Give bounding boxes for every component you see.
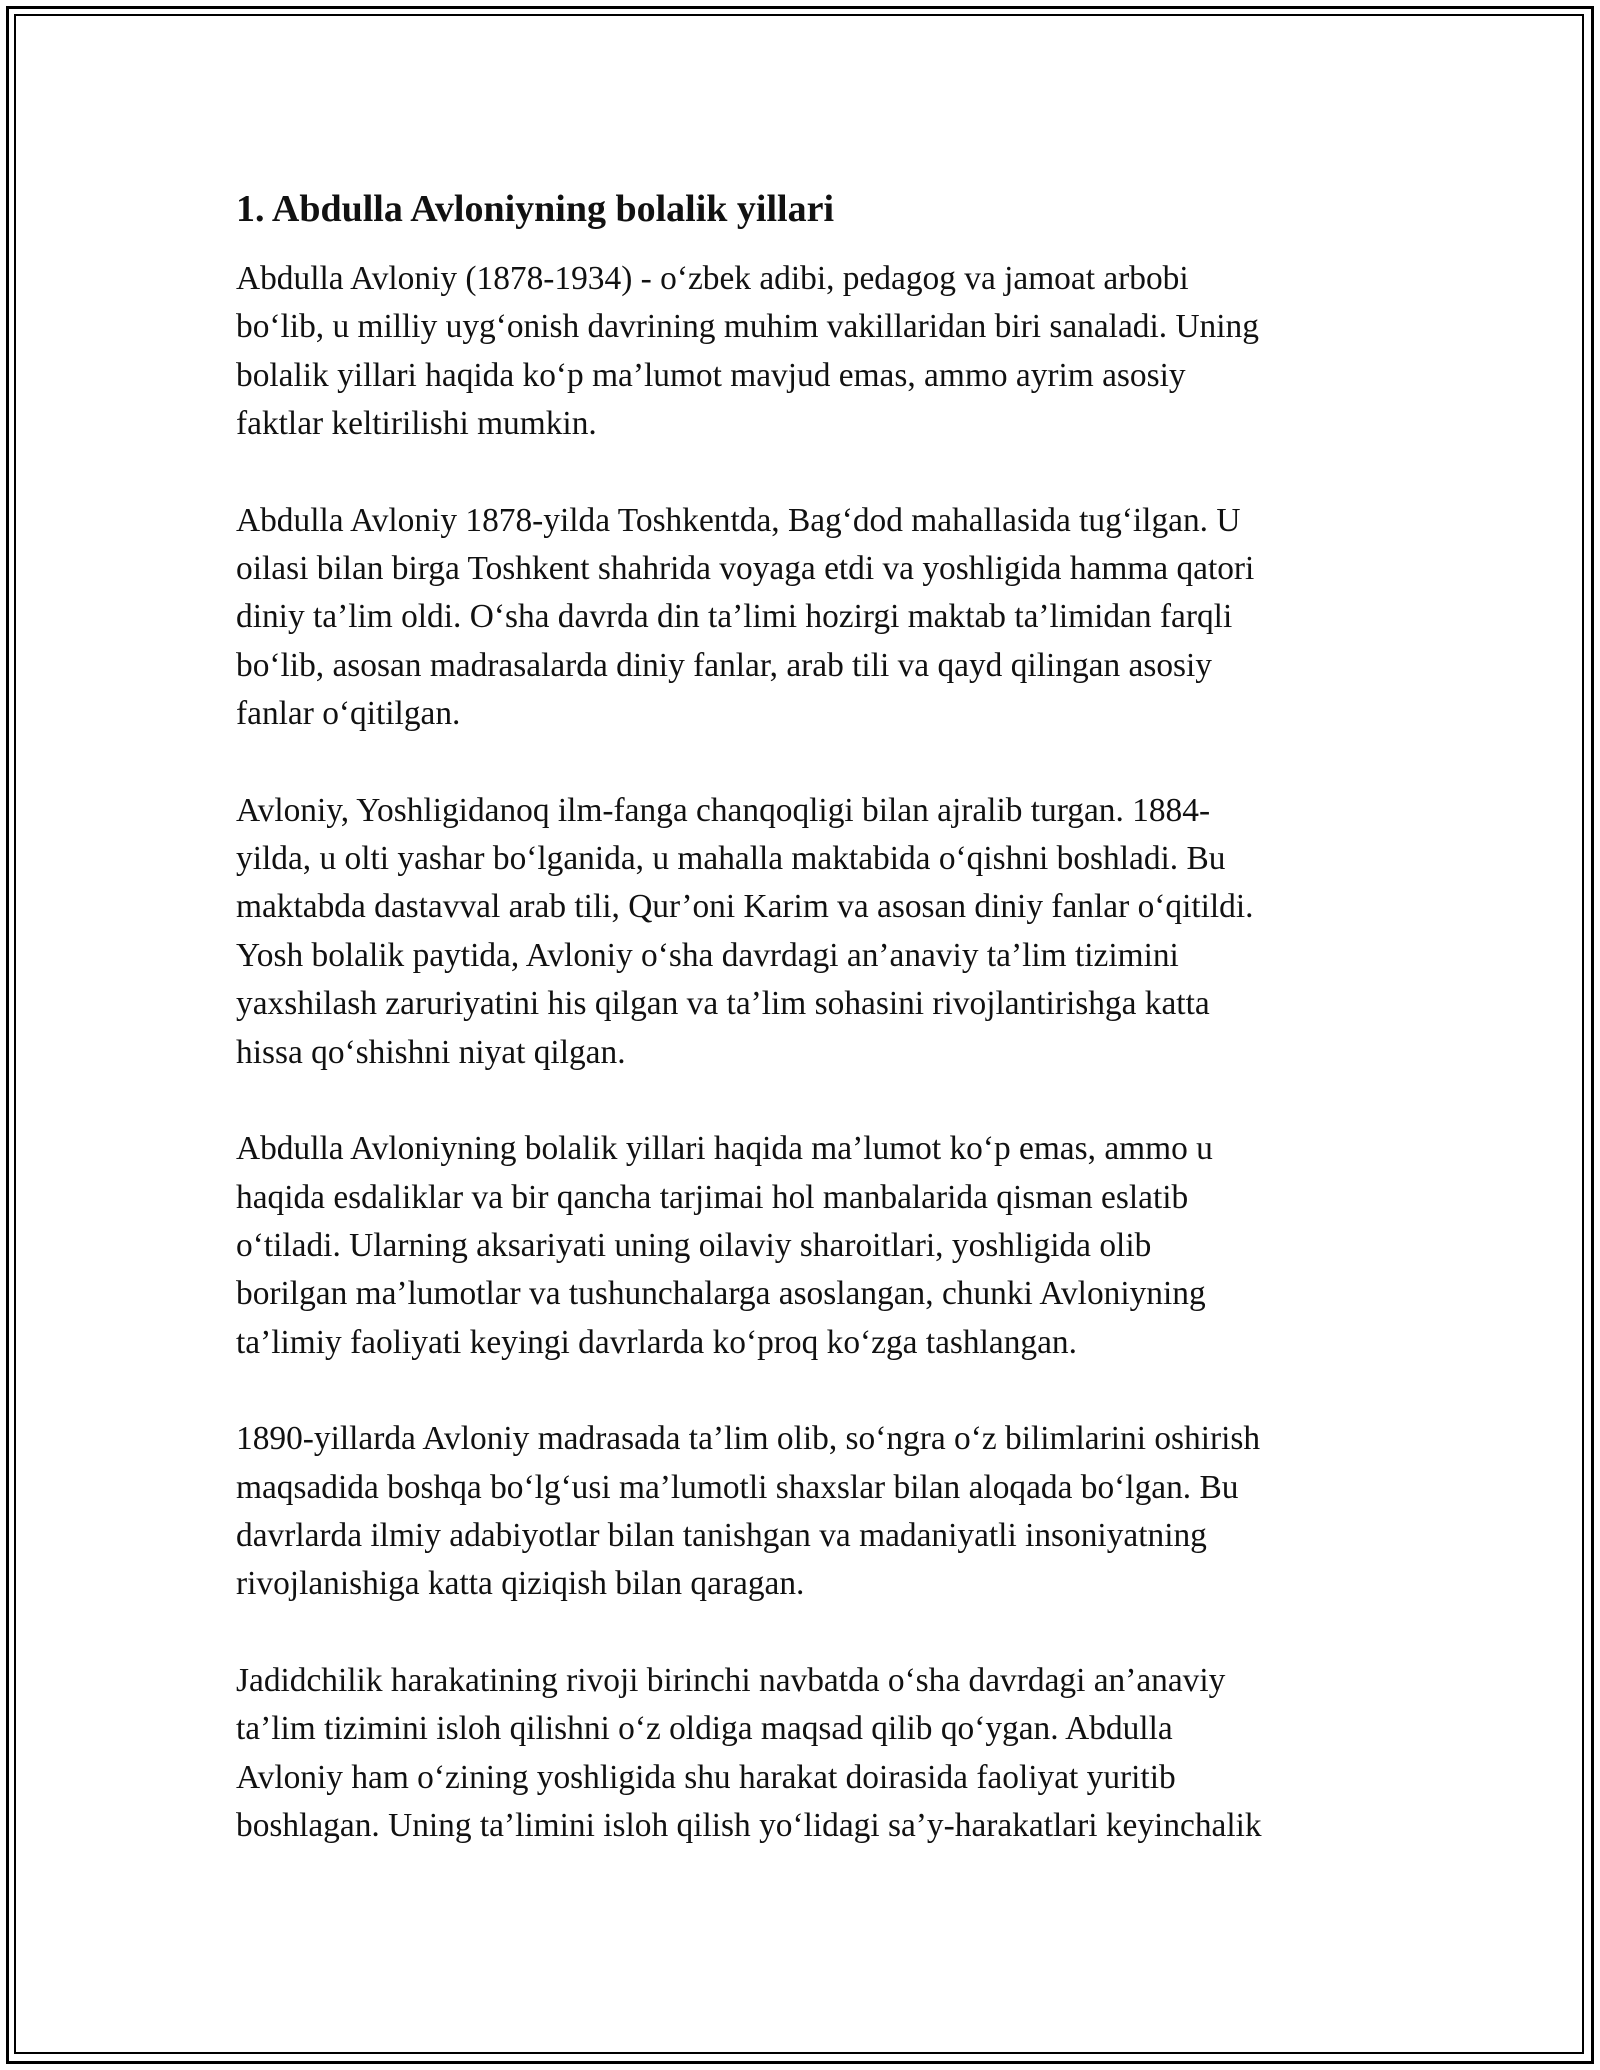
section-heading: 1. Abdulla Avloniyning bolalik yillari (236, 188, 834, 230)
paragraph-3: Avloniy, Yoshligidanoq ilm-fanga chanqoqligi bilan ajralib turgan. 1884- yilda, u olti yashar bo‘lganida, u mahalla maktabida o‘qishni boshladi. Bu maktabda dastavval arab tili, Qur’oni Karim va asosan diniy fanlar o‘qitildi. Yosh bolalik paytida, Avloniy o‘sha davrdagi an’anaviy ta’lim tizimini yaxshilash zaruriyatini his qilgan va ta’lim sohasini rivojlantirishga katta hissa qo‘shishni niyat qilgan. (236, 791, 1254, 1071)
paragraph-6: Jadidchilik harakatining rivoji birinchi navbatda o‘sha davrdagi an’anaviy ta’lim tizimini isloh qilishni o‘z oldiga maqsad qilib qo‘ygan. Abdulla Avloniy ham o‘zining yoshligida shu harakat doirasida faoliyat yuritib boshlagan. Uning ta’limini isloh qilish yo‘lidagi sa’y-harakatlari keyinchalik (236, 1661, 1262, 1844)
paragraph-5: 1890-yillarda Avloniy madrasada ta’lim olib, so‘ngra o‘z bilimlarini oshirish maqsadida boshqa bo‘lg‘usi ma’lumotli shaxslar bilan aloqada bo‘lgan. Bu davrlarda ilmiy adabiyotlar bilan tanishgan va madaniyatli insoniyatning rivojlanishiga katta qiziqish bilan qaragan. (236, 1420, 1261, 1603)
paragraph-2: Abdulla Avloniy 1878-yilda Toshkentda, Bag‘dod mahallasida tug‘ilgan. U oilasi bilan birga Toshkent shahrida voyaga etdi va yoshligida hamma qatori diniy ta’lim oldi. O‘sha davrda din ta’limi hozirgi maktab ta’limidan farqli bo‘lib, asosan madrasalarda diniy fanlar, arab tili va qayd qilingan asosiy fanlar o‘qitilgan. (236, 501, 1255, 733)
paragraph-1: Abdulla Avloniy (1878-1934) - o‘zbek adibi, pedagog va jamoat arbobi bo‘lib, u milliy uyg‘onish davrining muhim vakillaridan biri sanaladi. Uning bolalik yillari haqida ko‘p ma’lumot mavjud emas, ammo ayrim asosiy faktlar keltirilishi mumkin. (236, 260, 1259, 443)
document-body (236, 185, 1366, 1898)
paragraph-4: Abdulla Avloniyning bolalik yillari haqida ma’lumot ko‘p emas, ammo u haqida esdaliklar va bir qancha tarjimai hol manbalarida qisman eslatib o‘tiladi. Ularning aksariyati uning oilaviy sharoitlari, yoshligida olib borilgan ma’lumotlar va tushunchalarga asoslangan, chunki Avloniyning ta’limiy faoliyati keyingi davrlarda ko‘proq ko‘zga tashlangan. (236, 1130, 1213, 1361)
